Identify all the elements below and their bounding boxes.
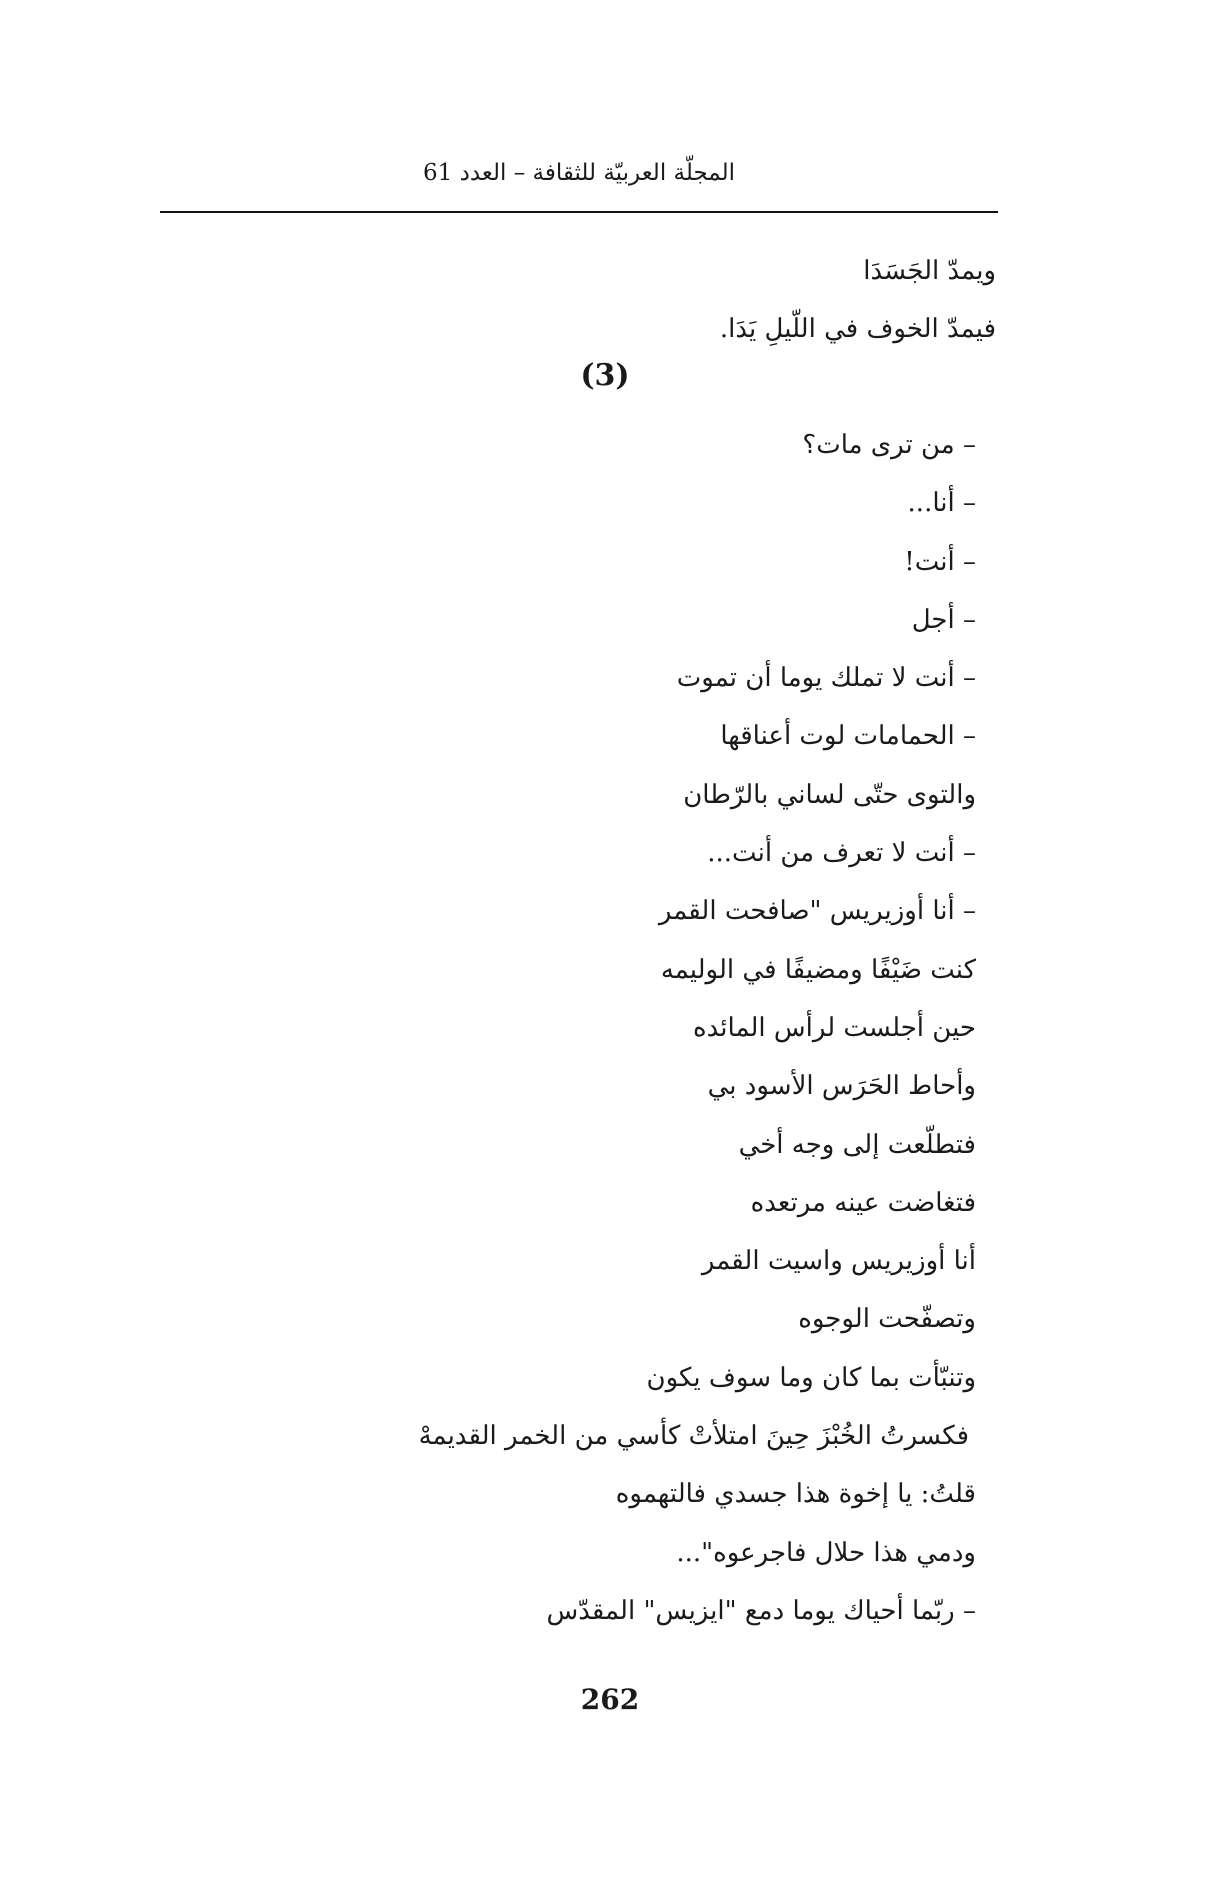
poem-line: والتوى حتّى لساني بالرّطان — [683, 779, 976, 810]
header-rule — [160, 211, 998, 213]
poem-line: ودمي هذا حلال فاجرعوه"... — [676, 1537, 976, 1568]
poem-line: – ربّما أحياك يوما دمع "ايزيس" المقدّس — [546, 1595, 976, 1626]
poem-line: فتغاضت عينه مرتعده — [750, 1187, 976, 1218]
stanza-1 — [720, 242, 996, 358]
poem-line: ويمدّ الجَسَدَا — [863, 256, 996, 286]
poem-line: وأحاط الحَرَس الأسود بي — [707, 1071, 976, 1102]
poem-line: قلتُ: يا إخوة هذا جسدي فالتهموه — [615, 1479, 976, 1510]
poem-line: – أنا... — [907, 488, 976, 519]
poem-line: – الحمامات لوت أعناقها — [720, 721, 976, 752]
poem-line: فيمدّ الخوف في اللّيلِ يَدَا. — [719, 314, 996, 344]
poem-line: أنا أوزيريس واسيت القمر — [701, 1246, 976, 1277]
stanza-2 — [419, 416, 996, 1640]
poem-line: فكسرتُ الخُبْزَ حِينَ امتلأتْ كأسي من الخمر القديمهْ — [418, 1421, 969, 1452]
poem-line: – أنت! — [904, 546, 976, 577]
page-number: 262 — [580, 1683, 640, 1716]
poem-line: حين أجلست لرأس المائده — [693, 1012, 976, 1043]
poem-line: – أنت لا تملك يوما أن تموت — [676, 663, 976, 694]
poem-line: – من ترى مات؟ — [802, 430, 976, 460]
poem-line: – أجل — [911, 604, 976, 635]
poem-line: وتنبّأت بما كان وما سوف يكون — [646, 1362, 976, 1393]
poem-line: – أنا أوزيريس "صافحت القمر — [658, 896, 976, 927]
poem-line: وتصفّحت الوجوه — [798, 1304, 976, 1335]
poem-line: فتطلّعت إلى وجه أخي — [738, 1129, 976, 1160]
poem-line: كنت ضَيْفًا ومضيفًا في الوليمه — [660, 954, 976, 985]
running-header: المجلّة العربيّة للثقافة – العدد 61 — [422, 160, 736, 186]
poem-line: – أنت لا تعرف من أنت... — [707, 838, 976, 869]
section-number: (3) — [580, 358, 630, 393]
